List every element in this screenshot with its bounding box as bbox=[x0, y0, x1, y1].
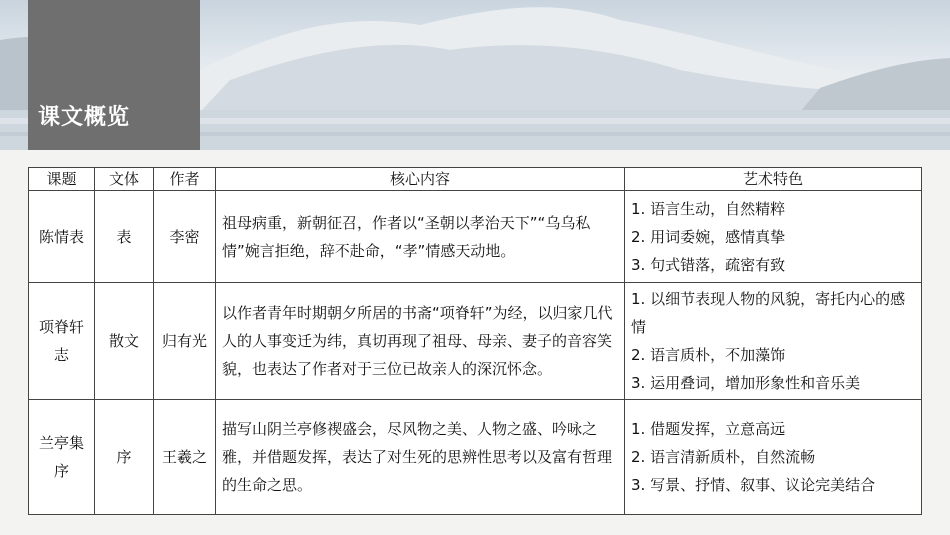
header-banner bbox=[0, 0, 950, 150]
feature-item: 1. 以细节表现人物的风貌，寄托内心的感情 bbox=[631, 290, 906, 336]
cell-genre: 表 bbox=[95, 191, 154, 283]
cell-author: 王羲之 bbox=[154, 400, 216, 515]
cell-title: 兰亭集序 bbox=[29, 400, 95, 515]
cell-content: 以作者青年时期朝夕所居的书斋“项脊轩”为经，以归家几代人的人事变迁为纬，真切再现了祖母、母亲、妻子的音容笑貌，也表达了作者对于三位已故亲人的深沉怀念。 bbox=[216, 283, 625, 400]
feature-item: 3. 句式错落，疏密有致 bbox=[631, 255, 786, 274]
column-header-content: 核心内容 bbox=[216, 168, 625, 191]
column-header-features: 艺术特色 bbox=[625, 168, 922, 191]
feature-item: 1. 语言生动，自然精粹 bbox=[631, 199, 786, 218]
feature-item: 3. 运用叠词，增加形象性和音乐美 bbox=[631, 374, 861, 392]
cell-author: 归有光 bbox=[154, 283, 216, 400]
cell-features bbox=[625, 400, 922, 515]
cell-features bbox=[625, 191, 922, 283]
cell-content: 祖母病重，新朝征召，作者以“圣朝以孝治天下”“乌乌私情”婉言拒绝，辞不赴命，“孝”情感天动地。 bbox=[216, 191, 625, 283]
feature-item: 2. 用词委婉，感情真挚 bbox=[631, 227, 786, 246]
cell-genre: 序 bbox=[95, 400, 154, 515]
column-header-genre: 文体 bbox=[95, 168, 154, 191]
feature-item: 1. 借题发挥，立意高远 bbox=[631, 420, 786, 438]
cell-title: 陈情表 bbox=[29, 191, 95, 283]
cell-content: 描写山阴兰亭修禊盛会，尽风物之美、人物之盛、吟咏之雅，并借题发挥，表达了对生死的思辨性思考以及富有哲理的生命之思。 bbox=[216, 400, 625, 515]
table-header-row bbox=[29, 168, 922, 191]
table-row bbox=[29, 283, 922, 400]
cell-title: 项脊轩志 bbox=[29, 283, 95, 400]
section-title: 课文概览 bbox=[38, 105, 131, 130]
table-row bbox=[29, 191, 922, 283]
feature-item: 2. 语言质朴，不加藻饰 bbox=[631, 346, 786, 364]
cell-genre: 散文 bbox=[95, 283, 154, 400]
feature-item: 2. 语言清新质朴，自然流畅 bbox=[631, 448, 816, 466]
feature-item: 3. 写景、抒情、叙事、议论完美结合 bbox=[631, 476, 876, 494]
table-row bbox=[29, 400, 922, 515]
column-header-author: 作者 bbox=[154, 168, 216, 191]
overview-table bbox=[28, 167, 922, 515]
cell-author: 李密 bbox=[154, 191, 216, 283]
cell-features bbox=[625, 283, 922, 400]
column-header-title: 课题 bbox=[29, 168, 95, 191]
